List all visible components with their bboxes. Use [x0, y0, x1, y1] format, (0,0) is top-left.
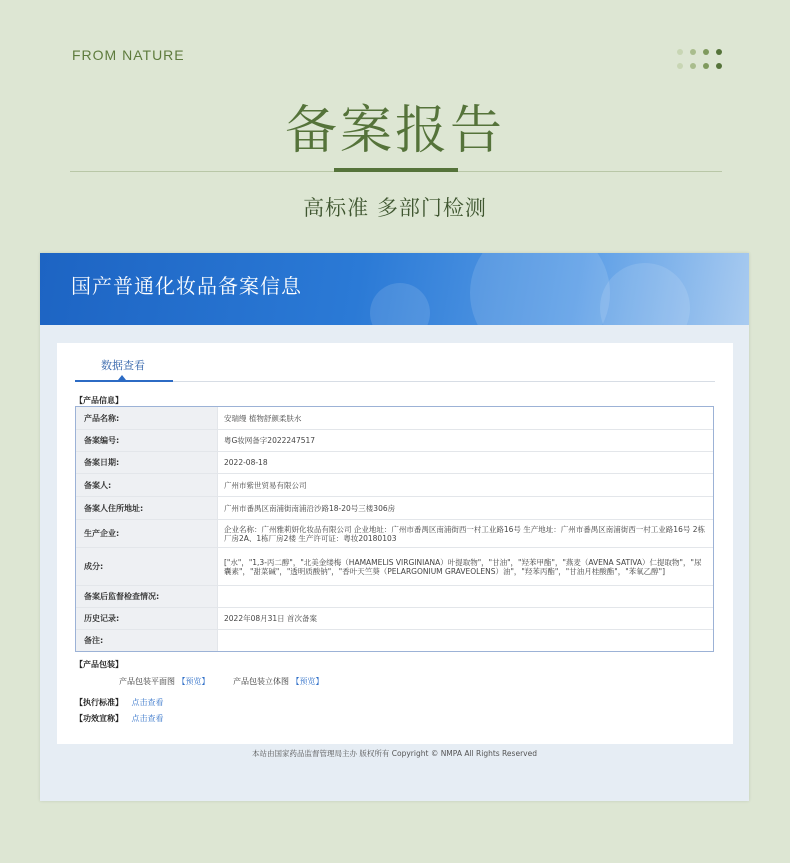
site-banner	[40, 253, 749, 325]
banner-decoration	[470, 253, 610, 325]
packaging-3d-label: 产品包装立体图	[233, 677, 289, 686]
table-row	[76, 429, 713, 451]
banner-decoration	[600, 263, 690, 325]
table-row	[76, 451, 713, 473]
row-label: 产品名称:	[76, 407, 217, 429]
tab-active-indicator	[75, 380, 173, 382]
tab-data-view[interactable]: 数据查看	[101, 359, 145, 372]
banner-title: 国产普通化妆品备案信息	[71, 274, 302, 298]
table-row	[76, 407, 713, 429]
site-footer: 本站由国家药品监督管理局主办 版权所有 Copyright © NMPA All Rights Reserved	[252, 749, 537, 758]
product-info-table	[75, 406, 714, 652]
decorative-dots-icon	[677, 49, 723, 73]
table-row	[76, 519, 713, 547]
table-row	[76, 547, 713, 585]
row-label: 备案日期:	[76, 452, 217, 473]
row-value: 2022-08-18	[217, 452, 713, 473]
row-label: 备案编号:	[76, 430, 217, 451]
row-value: 广州市紫世贸易有限公司	[217, 474, 713, 496]
standard-view-link[interactable]: 点击查看	[131, 698, 164, 707]
row-value	[217, 630, 713, 651]
packaging-flat-label: 产品包装平面图	[119, 677, 175, 686]
nmpa-record-screenshot	[40, 253, 749, 801]
title-underline	[334, 168, 458, 172]
table-row	[76, 607, 713, 629]
row-label: 备注:	[76, 630, 217, 651]
efficacy-view-link[interactable]: 点击查看	[131, 714, 164, 723]
standard-section-title: 【执行标准】	[75, 698, 123, 707]
row-value: 安瑞缦 植物舒颜柔肤水	[217, 407, 713, 429]
table-row	[76, 585, 713, 607]
tab-arrow-icon	[118, 375, 126, 380]
packaging-3d-item	[233, 676, 324, 687]
row-label: 备案人住所地址:	[76, 497, 217, 519]
efficacy-line	[75, 713, 164, 724]
row-value: 2022年08月31日 首次备案	[217, 608, 713, 629]
efficacy-section-title: 【功效宣称】	[75, 714, 123, 723]
page-title: 备案报告	[284, 101, 505, 161]
row-value	[217, 586, 713, 607]
row-label: 备案人:	[76, 474, 217, 496]
standard-line	[75, 697, 164, 708]
brand-tagline: FROM NATURE	[72, 47, 185, 63]
row-value: ["水"，"1,3-丙二醇"，"北美金缕梅（HAMAMELIS VIRGINIANA）叶提取物"，"甘油"，"羟苯甲酯"，"燕麦（AVENA SATIVA）仁提取物"，"尿囊素"，"甜菜碱"，"透明质酸钠"，"香叶天竺葵（PELARGONIUM GRAVEOLENS）油"，"羟苯丙酯"，"甘油月桂酸酯"，"苯氧乙醇"]	[217, 548, 713, 585]
table-row	[76, 496, 713, 519]
packaging-section-title: 【产品包装】	[75, 660, 123, 669]
record-panel	[57, 343, 733, 744]
packaging-flat-preview-link[interactable]: 【预览】	[177, 677, 210, 686]
row-label: 历史记录:	[76, 608, 217, 629]
row-label: 生产企业:	[76, 520, 217, 547]
table-row	[76, 629, 713, 651]
row-value: 粤G妆网备字2022247517	[217, 430, 713, 451]
row-value: 广州市番禺区南浦街南浦沿沙路18-20号三楼306房	[217, 497, 713, 519]
page-subtitle: 高标准 多部门检测	[303, 196, 487, 220]
table-row	[76, 473, 713, 496]
banner-decoration	[370, 283, 430, 325]
packaging-flat-item	[119, 676, 210, 687]
row-label: 成分:	[76, 548, 217, 585]
packaging-3d-preview-link[interactable]: 【预览】	[291, 677, 324, 686]
product-info-section-title: 【产品信息】	[75, 396, 123, 405]
row-value: 企业名称：广州雅莉妍化妆品有限公司 企业地址：广州市番禺区南浦街西一村工业路16号 生产地址：广州市番禺区南浦街西一村工业路16号 2栋厂房2A、1栋厂房2楼 生产许可证：粤妆20180103	[217, 520, 713, 547]
row-label: 备案后监督检查情况:	[76, 586, 217, 607]
